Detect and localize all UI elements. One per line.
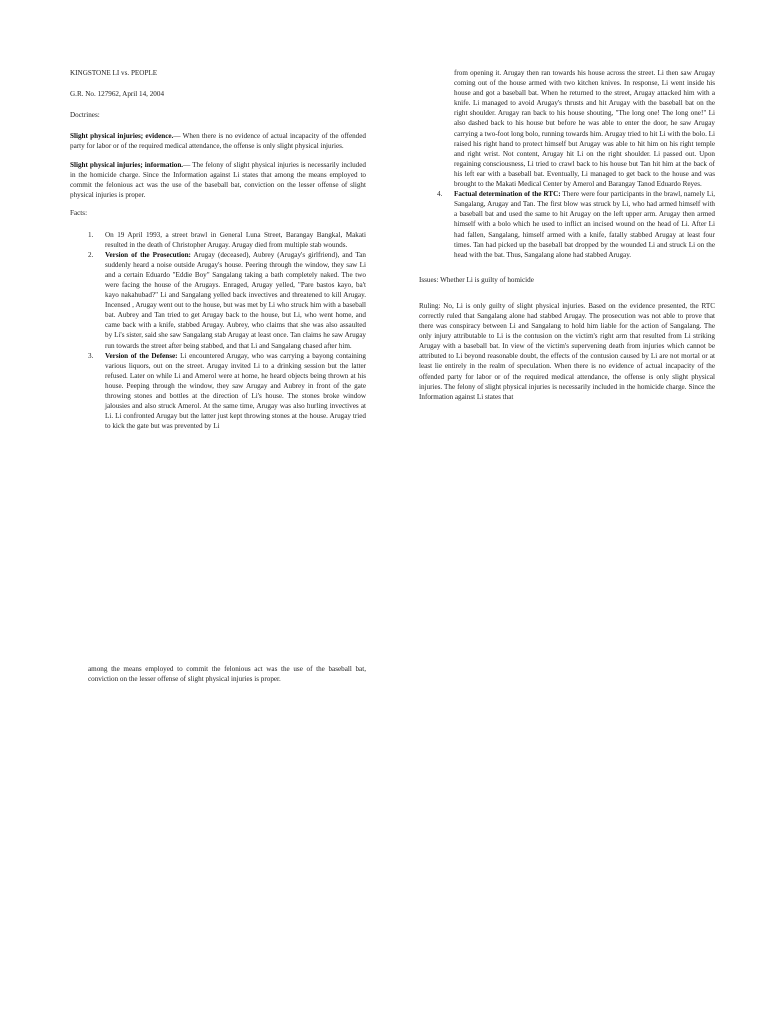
facts-list [70,230,366,432]
doctrine-2-heading: Slight physical injuries; information. [70,160,184,169]
doctrine-1-heading: Slight physical injuries; evidence. [70,132,174,141]
gr-number: G.R. No. 127962, April 14, 2004 [70,90,165,99]
fact-heading: Version of the Defense: [105,351,178,360]
fact-item [70,230,366,250]
doctrine-1-text: — When there is no evidence of actual incapacity of the offended party for labor or of the required medical attendance, the offense is only slight physical injuries. [70,132,366,151]
fact-heading: Version of the Prosecution: [105,250,191,259]
doctrines-label: Doctrines: [70,111,100,120]
fact-text: Li encountered Arugay, who was carrying a bayong containing various liquors, out on the street. Arugay invited Li to a drinking session but the latter refused. Later on while Li and Amerol were at home, he heard objects being thrown at his house. Peeping through the window, they saw Arugay and Aubrey in front of the gate throwing stones and bottles at the direction of Li's house. The stones broke window jalousies and also struck Amerol. At the same time, Arugay was also hurling invectives at Li. Li confronted Arugay but the latter just kept throwing stones at the house. Arugay tried to kick the gate but was prevented by Li [105,351,366,431]
case-title: KINGSTONE LI vs. PEOPLE [70,69,158,77]
fact-number: 2. [88,250,94,259]
fact-heading: Factual determination of the RTC: [454,190,561,199]
fact-text: There were four participants in the brawl, namely Li, Sangalang, Arugay and Tan. The first blow was struck by Li, who had armed himself with a baseball bat and used the same to hit Arugay on the left upper arm. Arugay then armed himself with a bolo which he used to inflict an incised wound on the head of Li. After Li had fallen, Sangalang, himself armed with a knife, fatally stabbed Arugay at least four times. Tan had picked up the baseball bat dropped by the wounded Li and struck Li on the head with the bat. Thus, Sangalang alone had stabbed Arugay. [454,190,715,259]
facts-list-continued [419,189,715,260]
issues-line: Issues: Whether Li is guilty of homicide [419,275,534,284]
doctrine-2 [70,160,366,200]
fact-item [70,351,366,432]
fact-text: On 19 April 1993, a street brawl in General Luna Street, Barangay Bangkal, Makati resulted in the death of Christopher Arugay. Arugay died from multiple stab wounds. [105,230,366,249]
ruling-paragraph: Ruling: No, Li is only guilty of slight physical injuries. Based on the evidence presented, the RTC correctly ruled that Sangalang alone had stabbed Arugay. The prosecution was not able to prove that there was conspiracy between Li and Sangalang to hold him liable for the action of Sangalang. The only injury attributable to Li is the contusion on the victim's right arm that resulted from Li striking Arugay with a baseball bat. In view of the victim's supervening death from injuries which cannot be attributed to Li beyond reasonable doubt, the effects of the contusion caused by Li are not mortal or at least lie entirely in the realm of speculation. When there is no evidence of actual incapacity of the offended party for labor or of the required medical attendance, the offense is only slight physical injuries. The felony of slight physical injuries is necessarily included in the homicide charge. Since the Information against Li states that [419,301,715,401]
fact-number: 1. [88,230,94,239]
doctrine-2-text: — The felony of slight physical injuries is necessarily included in the homicide charge. Since the Information against Li states that among the means employed to commit the felonious act was the use of the baseball bat, conviction on the lesser offense of slight physical injuries is proper. [70,160,366,200]
doctrine-1 [70,131,366,151]
fact-number: 3. [88,351,94,360]
ruling-continued: among the means employed to commit the felonious act was the use of the baseball bat, conviction on the lesser offense of slight physical injuries is proper. [88,665,366,684]
fact-text: Arugay (deceased), Aubrey (Arugay's girlfriend), and Tan suddenly heard a noise outside Arugay's house. Peering through the window, they saw Li and a certain Eduardo "Eddie Boy" Sangalang taking a bath completely naked. The two were facing the house of the Arugays. Enraged, Arugay yelled, "Pare bastos kayo, ba't kayo nakahubad?" Li and Sangalang yelled back invectives and threatened to kill Arugay. Incensed , Arugay went out to the house, but was met by Li who struck him with a baseball bat. Aubrey and Tan tried to get Arugay back to the house, but Li, who went home, and came back with a knife, stabbed Arugay. Aubrey, who claims that she was also assaulted by Li's sister, said she saw Sangalang stab Arugay at least once. Tan claims he saw Arugay run towards the street after being stabbed, and that Li and Sangalang chased after him. [105,250,366,350]
right-column [419,68,715,410]
fact-item [419,189,715,260]
facts-label: Facts: [70,209,88,218]
left-column [70,68,366,431]
fact-number: 4. [437,190,443,199]
fact-3-continued: from opening it. Arugay then ran towards his house across the street. Li then saw Arugay coming out of the house armed with two kitchen knives. In response, Li went inside his house and got a baseball bat. When he returned to the street, Arugay attacked him with a knife. Li managed to avoid Arugay's thrusts and hit Arugay with the baseball bat on the right shoulder. Arugay ran back to his house shouting, "The long one! The long one!" Li also dashed back to his house but before he was able to enter the door, he saw Arugay carrying a two-foot long bolo, running towards him. Arugay tried to hit Li with the bolo. Li raised his right hand to protect himself but Arugay was able to hit him on his right temple and right wrist. Not content, Arugay hit Li on the right shoulder. Li passed out. Upon regaining consciousness, Li tried to crawl back to his house but Tan hit him at the back of his left ear with a baseball bat. Eventually, Li managed to get back to the house and was brought to the Makati Medical Center by Amerol and Barangay Tanod Eduardo Reyes. [454,69,715,189]
fact-item [70,250,366,351]
